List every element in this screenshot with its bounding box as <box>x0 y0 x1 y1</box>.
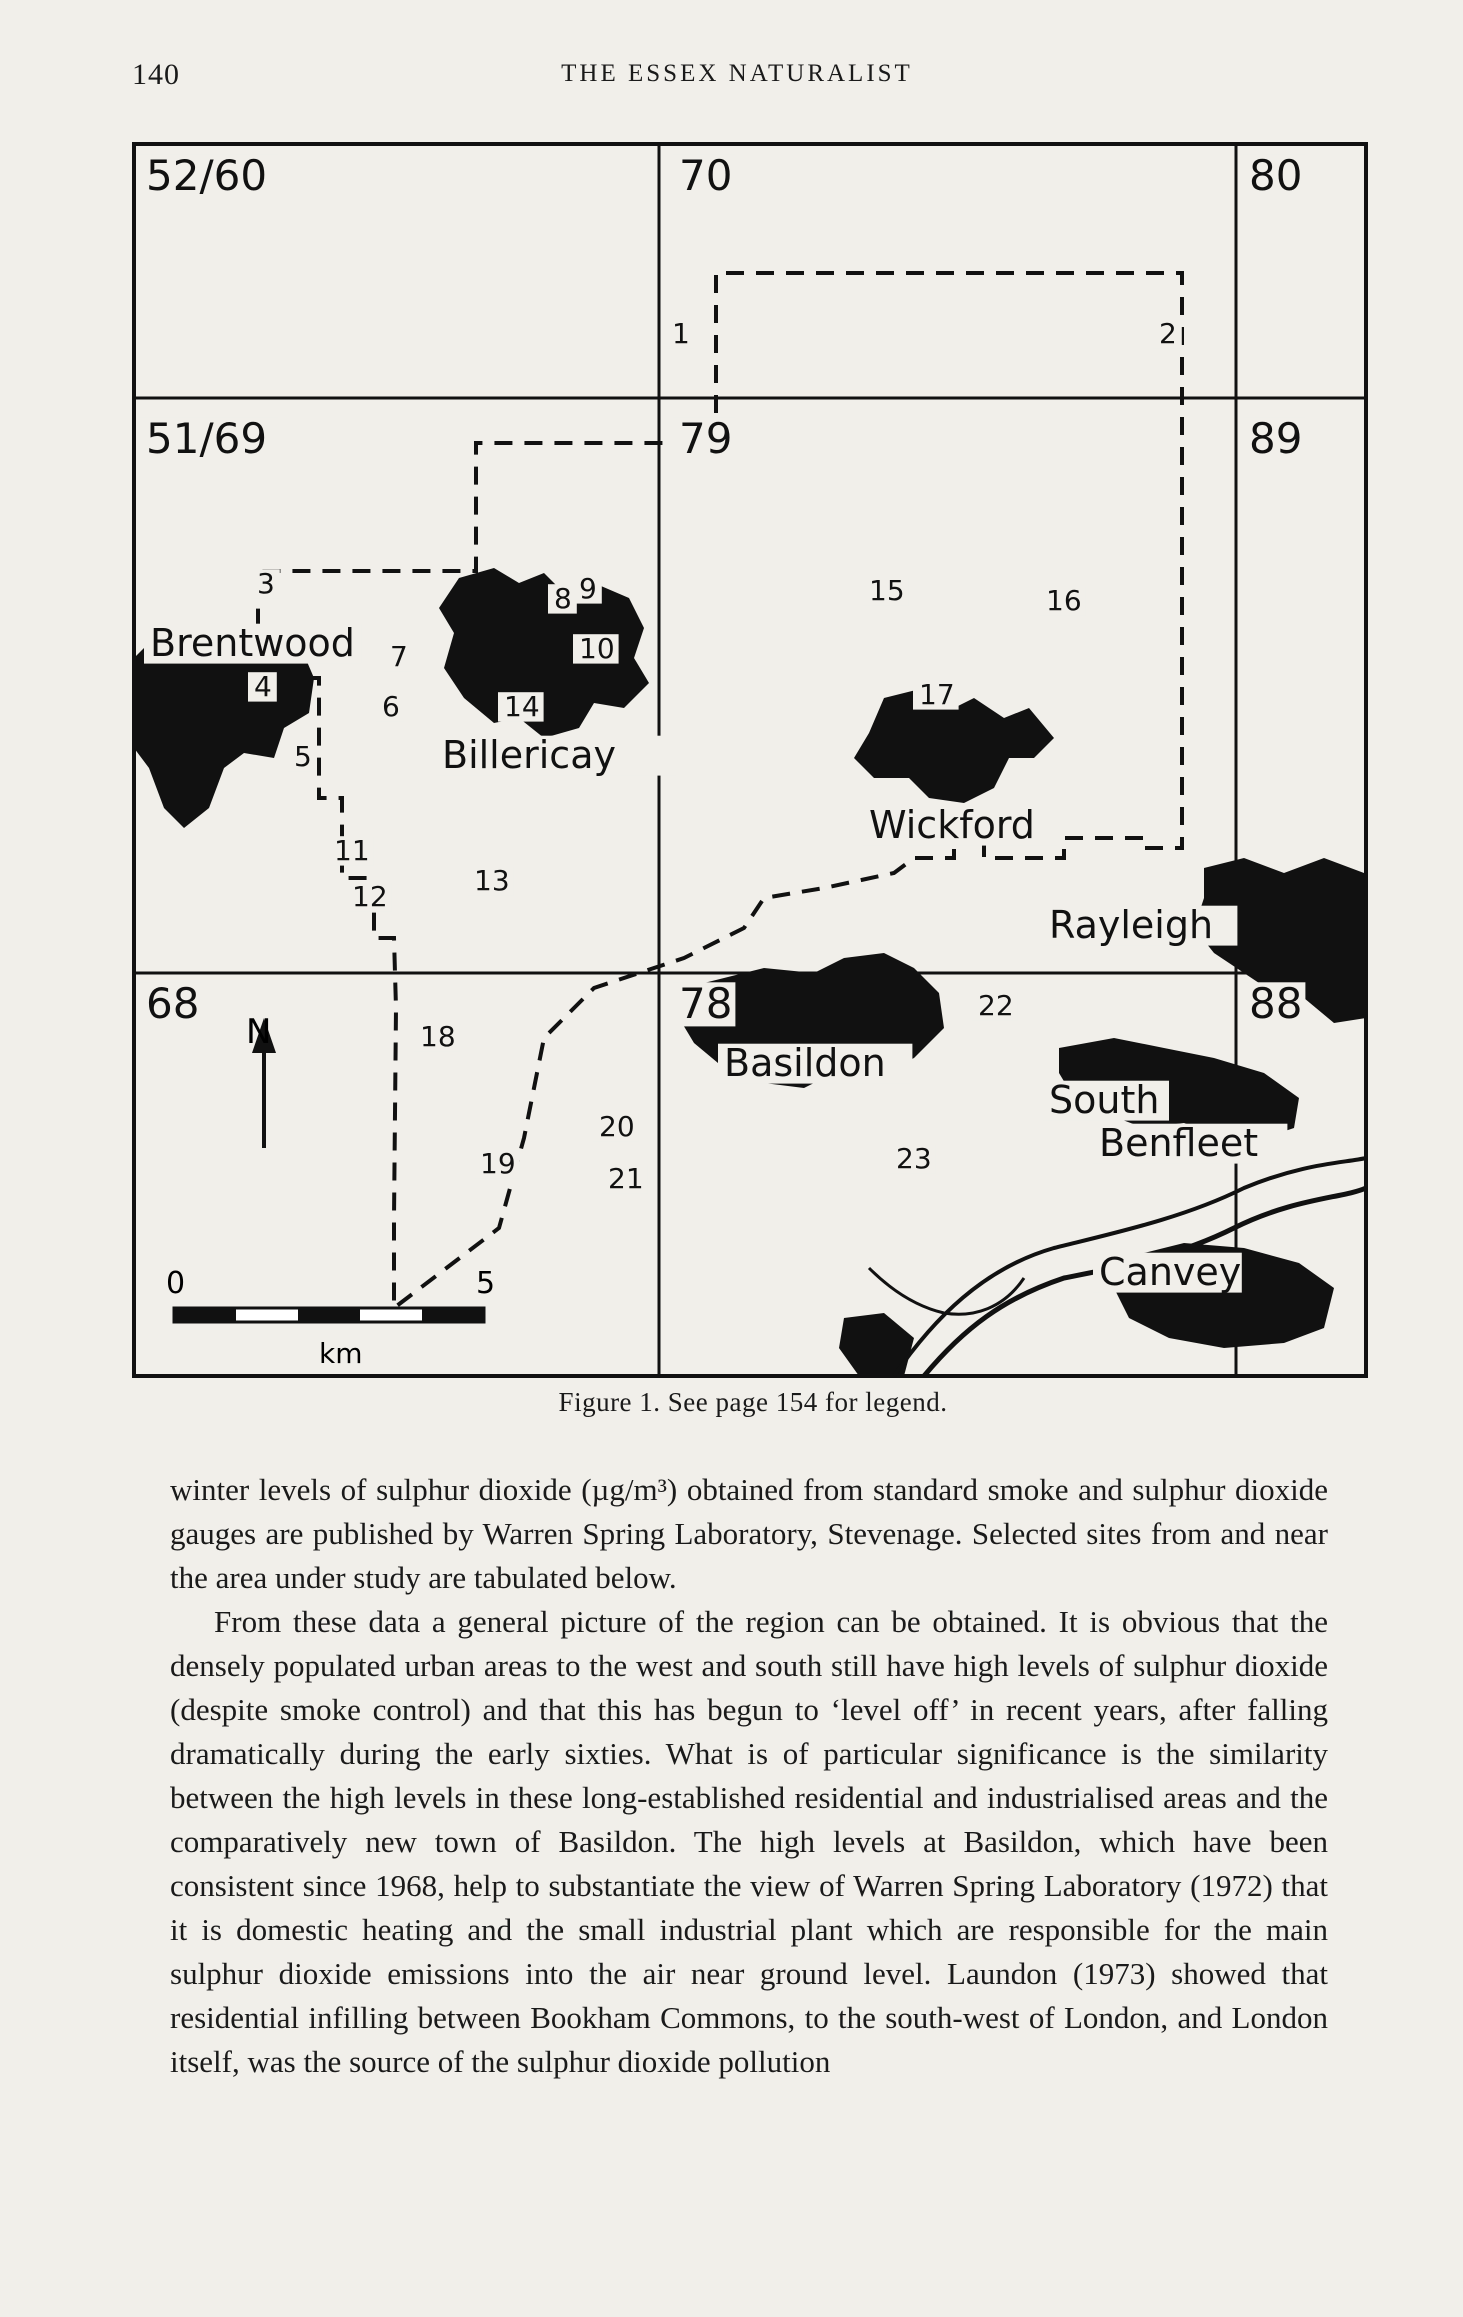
grid-label: 68 <box>146 979 200 1028</box>
town-label: Brentwood <box>150 621 355 665</box>
site-number: 14 <box>504 690 540 723</box>
town-label: Billericay <box>442 733 616 777</box>
site-number: 15 <box>869 574 905 607</box>
site-number: 4 <box>254 670 272 703</box>
body-text <box>170 1468 1328 2084</box>
site-number: 16 <box>1046 584 1082 617</box>
town-label: Rayleigh <box>1049 903 1214 947</box>
scale-start-label: 0 <box>166 1266 186 1301</box>
town-label: Canvey <box>1099 1250 1242 1294</box>
north-label: N <box>246 1012 272 1052</box>
grid-label: 51/69 <box>146 414 268 463</box>
site-number: 7 <box>390 640 408 673</box>
site-number: 17 <box>919 678 955 711</box>
scale-end-label: 5 <box>476 1266 496 1301</box>
scale-bar-segment <box>298 1308 360 1322</box>
site-number: 12 <box>352 880 388 913</box>
site-number: 23 <box>896 1142 932 1175</box>
town-label: South <box>1049 1078 1160 1122</box>
grid-label: 70 <box>679 151 733 200</box>
site-number: 6 <box>382 690 400 723</box>
grid-label: 52/60 <box>146 151 268 200</box>
scale-bar-segment <box>174 1308 236 1322</box>
site-number: 9 <box>579 572 597 605</box>
site-number: 19 <box>480 1147 516 1180</box>
site-number: 2 <box>1159 317 1177 350</box>
town-label: Benfleet <box>1099 1121 1259 1165</box>
site-number: 3 <box>257 567 275 600</box>
site-number: 21 <box>608 1162 644 1195</box>
grid-label: 88 <box>1249 979 1303 1028</box>
grid-label: 79 <box>679 414 733 463</box>
grid-label: 80 <box>1249 151 1303 200</box>
site-number: 5 <box>294 740 312 773</box>
figure-caption: Figure 1. See page 154 for legend. <box>558 1387 948 1417</box>
grid-labels <box>140 151 1305 1028</box>
grid-label: 78 <box>679 979 733 1028</box>
site-number: 20 <box>599 1110 635 1143</box>
town-label: Wickford <box>869 803 1035 847</box>
site-number: 11 <box>334 834 370 867</box>
site-number: 22 <box>978 989 1014 1022</box>
page-header <box>132 58 1342 98</box>
town-label: Basildon <box>724 1041 886 1085</box>
grid-label: 89 <box>1249 414 1303 463</box>
scale-unit-label: km <box>319 1337 363 1370</box>
site-number: 1 <box>672 317 690 350</box>
site-number: 18 <box>420 1020 456 1053</box>
town-labels <box>144 621 1287 1294</box>
paragraph: From these data a general picture of the region can be obtained. It is obvious that the densely populated urban areas to the west and south still have high levels of sulphur dioxide (despite smoke control) and that this has begun to ‘level off’ in recent years, after falling dramatically during the early sixties. What is of particular significance is the similarity between the high levels in these long-established residential and industrialised areas and the comparatively new town of Basildon. The high levels at Basildon, which have been consistent since 1968, help to substantiate the view of Warren Spring Laboratory (1972) that it is domestic heating and the small industrial plant which are responsible for the main sulphur dioxide emissions into the air near ground level. Laundon (1973) showed that residential infilling between Bookham Commons, to the south-west of London, and London itself, was the source of the sulphur dioxide pollution <box>170 1604 1328 2079</box>
running-title: THE ESSEX NATURALIST <box>561 60 913 87</box>
site-number: 8 <box>554 582 572 615</box>
site-number: 13 <box>474 864 510 897</box>
figure-1-map <box>124 138 1382 1386</box>
scale-bar-segment <box>422 1308 484 1322</box>
paragraph: winter levels of sulphur dioxide (µg/m³) obtained from standard smoke and sulphur dioxide gauges are published by Warren Spring Laboratory, Stevenage. Selected sites from and near the area under study are tabulated below. <box>170 1472 1328 1595</box>
basildon-area-map <box>124 138 1382 1386</box>
page-number: 140 <box>132 58 180 91</box>
site-number: 10 <box>579 632 615 665</box>
